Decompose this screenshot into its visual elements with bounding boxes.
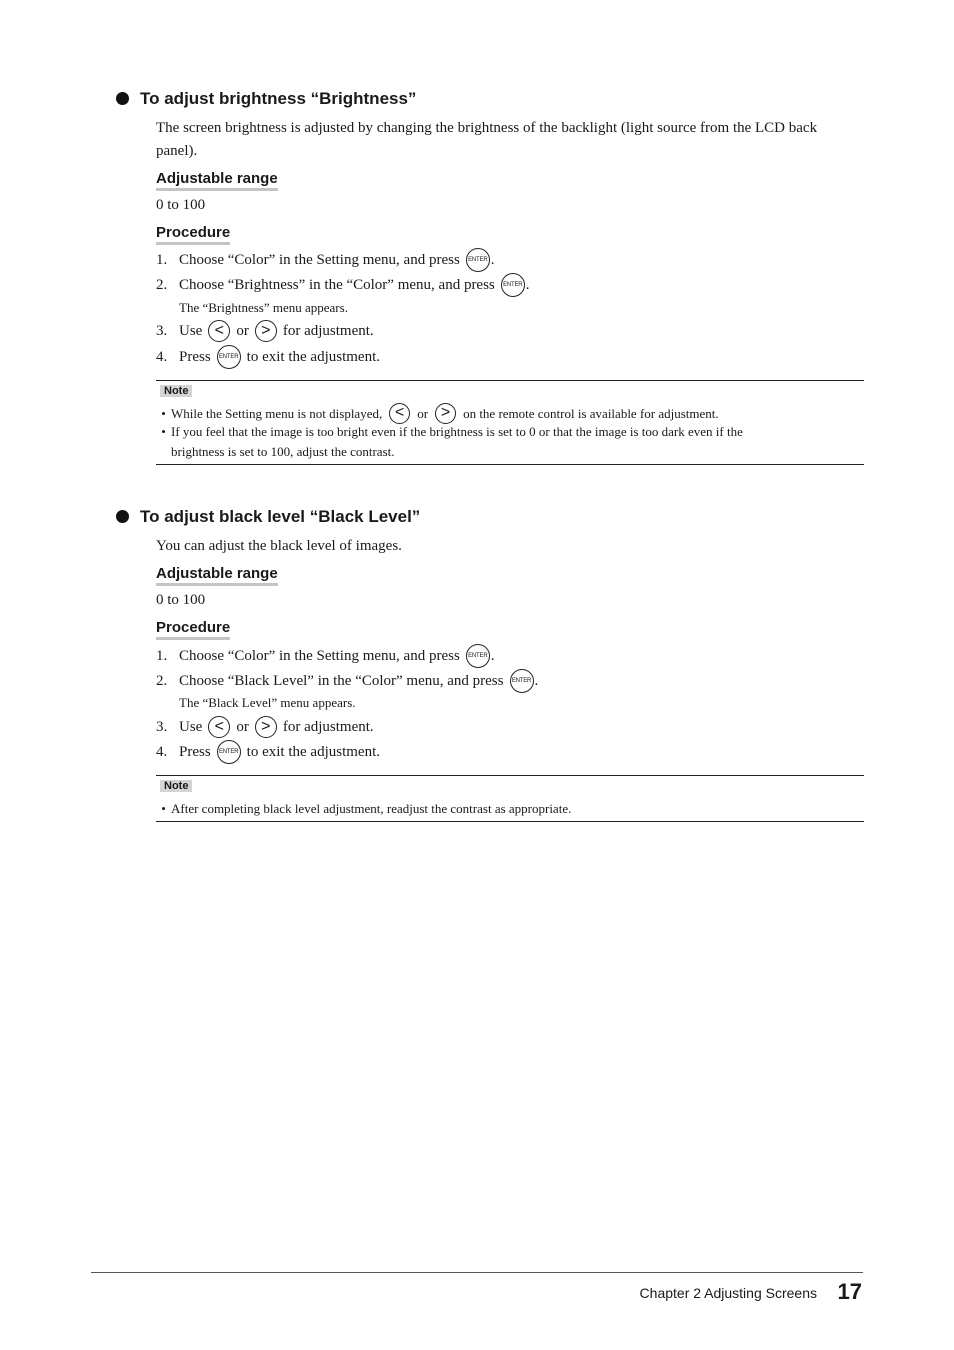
- step-number: 3.: [156, 719, 168, 735]
- note-bullet: •: [161, 406, 166, 421]
- step-subnote: The “Black Level” menu appears.: [179, 695, 356, 710]
- heading-text: To adjust brightness “Brightness”: [140, 89, 417, 108]
- note-box: [156, 380, 864, 465]
- procedure-step: [156, 273, 530, 297]
- note-text-continued: brightness is set to 100, adjust the contrast.: [171, 444, 395, 459]
- procedure-step: [156, 248, 495, 272]
- step-subnote: The “Brightness” menu appears.: [179, 300, 348, 315]
- step-number: 3.: [156, 323, 168, 339]
- footer-chapter: Chapter 2 Adjusting Screens: [639, 1285, 817, 1301]
- procedure-step: [156, 345, 380, 369]
- step-or: or: [236, 719, 249, 735]
- enter-button-icon: ENTER: [466, 248, 490, 272]
- enter-button-icon: ENTER: [501, 273, 525, 297]
- note-item: [156, 422, 743, 441]
- section-description: You can adjust the black level of images.: [156, 538, 402, 554]
- note-label: Note: [160, 780, 192, 792]
- page-number: 17: [837, 1279, 862, 1304]
- note-text: If you feel that the image is too bright even if the brightness is set to 0 or that the image is too dark even if the: [171, 424, 743, 439]
- step-text: Choose “Brightness” in the “Color” menu, and press: [179, 277, 495, 293]
- right-arrow-icon: >: [255, 716, 277, 738]
- step-text: to exit the adjustment.: [246, 744, 380, 760]
- procedure-label: Procedure: [156, 619, 230, 640]
- procedure-step: [156, 644, 495, 668]
- procedure-step: [156, 740, 380, 764]
- note-bullet: •: [161, 801, 166, 816]
- procedure-label: Procedure: [156, 224, 230, 245]
- step-text: Choose “Black Level” in the “Color” menu, and press: [179, 673, 504, 689]
- step-number: 2.: [156, 277, 168, 293]
- bullet-icon: [116, 510, 129, 523]
- note-text: on the remote control is available for adjustment.: [463, 406, 719, 421]
- enter-button-icon: ENTER: [510, 669, 534, 693]
- note-label: Note: [160, 385, 192, 397]
- heading-text: To adjust black level “Black Level”: [140, 507, 421, 526]
- bullet-icon: [116, 92, 129, 105]
- left-arrow-icon: <: [208, 320, 230, 342]
- step-end: .: [490, 648, 495, 664]
- procedure-step: [156, 669, 538, 693]
- step-number: 1.: [156, 648, 168, 664]
- section-heading: [116, 89, 416, 109]
- left-arrow-icon: <: [208, 716, 230, 738]
- step-or: or: [236, 323, 249, 339]
- adjustable-range-label: Adjustable range: [156, 565, 278, 586]
- step-text: Press: [179, 744, 211, 760]
- step-number: 2.: [156, 673, 168, 689]
- section-heading: [116, 507, 420, 527]
- step-end: .: [490, 252, 495, 268]
- step-text: Choose “Color” in the Setting menu, and press: [179, 648, 460, 664]
- step-end: .: [534, 673, 539, 689]
- note-or: or: [417, 406, 429, 421]
- step-text: for adjustment.: [282, 719, 374, 735]
- note-bullet: •: [161, 424, 166, 439]
- note-item: [156, 403, 719, 424]
- step-text: for adjustment.: [282, 323, 374, 339]
- note-box: [156, 775, 864, 822]
- step-text: Press: [179, 349, 211, 365]
- step-text: to exit the adjustment.: [246, 349, 380, 365]
- adjustable-range-value: 0 to 100: [156, 197, 206, 213]
- step-text: Choose “Color” in the Setting menu, and press: [179, 252, 460, 268]
- step-number: 4.: [156, 349, 168, 365]
- step-text: Use: [179, 719, 203, 735]
- note-text: While the Setting menu is not displayed,: [171, 406, 383, 421]
- left-arrow-icon: <: [389, 403, 410, 424]
- adjustable-range-label: Adjustable range: [156, 170, 278, 191]
- step-text: Use: [179, 323, 203, 339]
- note-item: [156, 799, 571, 818]
- section-description: The screen brightness is adjusted by changing the brightness of the backlight (light source from the LCD back panel).: [156, 120, 818, 159]
- step-end: .: [525, 277, 530, 293]
- adjustable-range-value: 0 to 100: [156, 592, 206, 608]
- right-arrow-icon: >: [255, 320, 277, 342]
- enter-button-icon: ENTER: [217, 740, 241, 764]
- procedure-step: [156, 716, 374, 738]
- enter-button-icon: ENTER: [466, 644, 490, 668]
- step-number: 1.: [156, 252, 168, 268]
- step-number: 4.: [156, 744, 168, 760]
- procedure-step: [156, 320, 374, 342]
- footer-divider: [91, 1272, 863, 1273]
- note-text: After completing black level adjustment, readjust the contrast as appropriate.: [171, 801, 572, 816]
- enter-button-icon: ENTER: [217, 345, 241, 369]
- right-arrow-icon: >: [435, 403, 456, 424]
